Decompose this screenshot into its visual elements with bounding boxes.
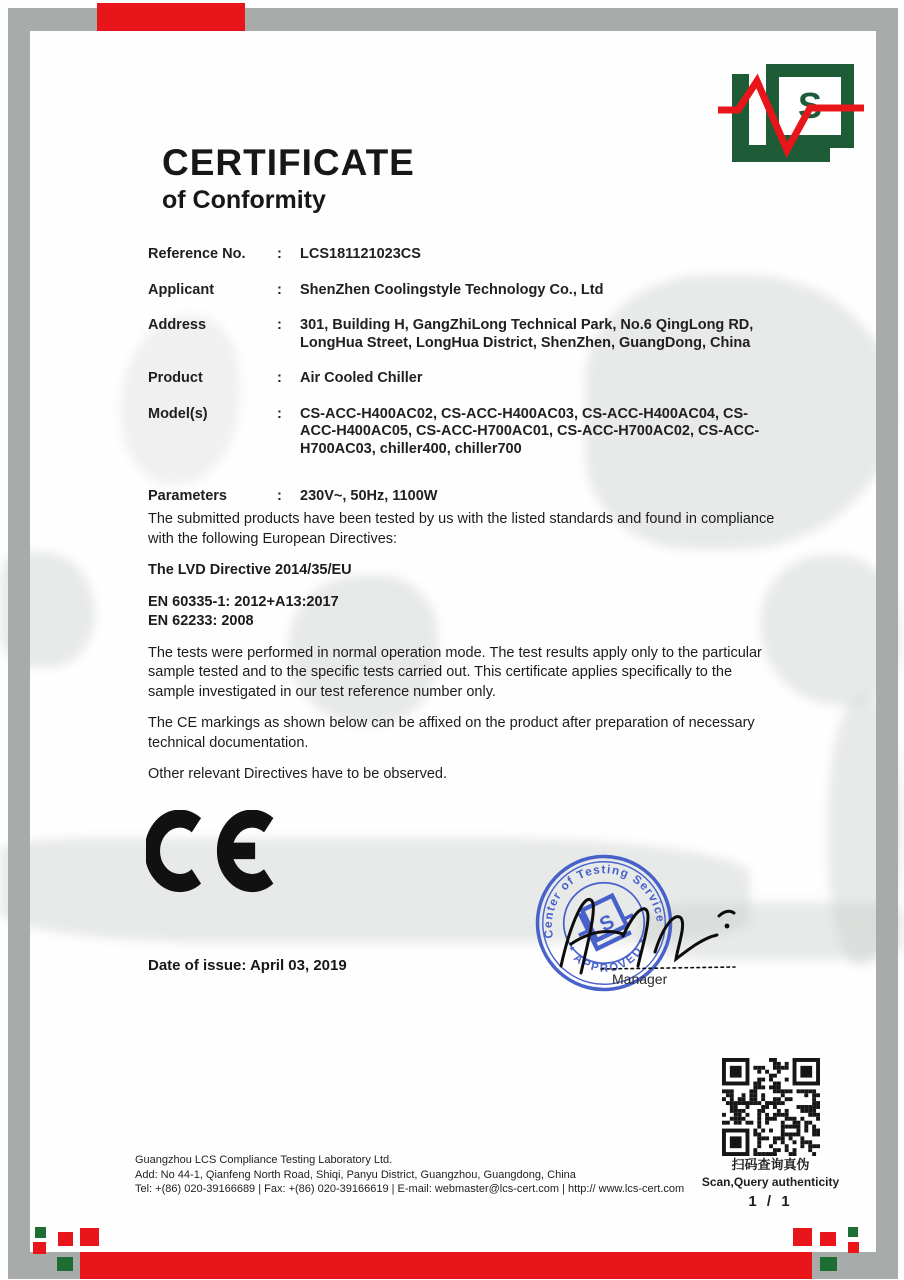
field-label: Address: [148, 317, 207, 333]
deco-square-green: [848, 1227, 858, 1237]
paragraph-standards: [148, 593, 780, 632]
certificate-fields: [148, 246, 788, 506]
field-value: 301, Building H, GangZhiLong Technical Park, No.6 QingLong RD, LongHua Street, LongHua District, ShenZhen, GuangDong, China: [300, 317, 754, 351]
ce-mark-icon: [146, 810, 304, 921]
qr-caption: [688, 1154, 853, 1210]
footer-contacts: Tel: +(86) 020-39166689 | Fax: +(86) 020-39166619 | E-mail: webmaster@lcs-cert.com | http:// www.lcs-cert.com: [135, 1183, 685, 1195]
footer-lab-info: [135, 1153, 684, 1197]
paragraph-tests-note: The tests were performed in normal operation mode. The test results apply only to the particular sample tested and to the specific tests carried out. This certificate applies specifically to the sample investigated in our test reference number only.: [148, 644, 762, 700]
field-value: ShenZhen Coolingstyle Technology Co., Ltd: [300, 281, 604, 298]
deco-square-red: [848, 1242, 859, 1253]
paragraph-intro: The submitted products have been tested by us with the listed standards and found in compliance with the following European Directives:: [148, 511, 775, 547]
field-value: LCS181121023CS: [300, 246, 421, 262]
field-colon: :: [277, 281, 282, 298]
field-label: Parameters: [148, 488, 227, 504]
field-value: 230V~, 50Hz, 1100W: [300, 488, 438, 504]
deco-square-green: [820, 1257, 837, 1271]
logo-heartbeat-line-icon: [716, 60, 868, 172]
certificate-subtitle: of Conformity: [162, 186, 326, 214]
field-label: Applicant: [148, 281, 215, 298]
field-colon: :: [277, 246, 282, 262]
field-row-parameters: [148, 488, 788, 506]
deco-square-green: [35, 1227, 46, 1238]
page-number: 1 / 1: [748, 1193, 793, 1210]
field-row-applicant: [148, 282, 788, 300]
frame-left-band: [8, 8, 30, 1272]
frame-right-band: [876, 8, 898, 1272]
signature-role-label: Manager: [612, 971, 668, 987]
standard-line: EN 62233: 2008: [148, 613, 254, 629]
field-label: Model(s): [148, 405, 208, 422]
field-colon: :: [277, 405, 282, 422]
field-colon: :: [277, 370, 282, 386]
deco-square-green: [57, 1257, 73, 1271]
paragraph-directive: The LVD Directive 2014/35/EU: [148, 562, 352, 578]
logo-letter: S: [797, 85, 822, 126]
field-colon: :: [277, 488, 282, 504]
field-value: CS-ACC-H400AC02, CS-ACC-H400AC03, CS-ACC-H400AC04, CS-ACC-H400AC05, CS-ACC-H700AC01, CS-ACC-H700AC02, CS-ACC-H700AC03, chiller400, chiller700: [300, 405, 760, 457]
field-row-product: [148, 370, 788, 388]
deco-square-red: [33, 1242, 46, 1254]
footer-company: Guangzhou LCS Compliance Testing Laboratory Ltd.: [135, 1154, 393, 1166]
lcs-logo-icon: [716, 60, 868, 172]
qr-code-pattern: [722, 1058, 820, 1156]
stamp-center-letter: S: [596, 910, 619, 937]
deco-square-red: [58, 1232, 73, 1246]
deco-square-red: [793, 1228, 812, 1246]
deco-square-red: [80, 1228, 99, 1246]
field-value: Air Cooled Chiller: [300, 370, 423, 386]
top-red-accent-bar: [97, 3, 245, 31]
bottom-red-accent-bar: [80, 1252, 812, 1279]
certificate-body: [148, 510, 780, 797]
qr-caption-en: Scan,Query authenticity: [701, 1175, 840, 1189]
standard-line: EN 60335-1: 2012+A13:2017: [148, 593, 339, 610]
qr-caption-zh: 扫码查询真伪: [731, 1157, 810, 1172]
field-label: Product: [148, 370, 203, 386]
field-row-models: [148, 406, 788, 459]
field-label: Reference No.: [148, 246, 246, 262]
date-of-issue: Date of issue: April 03, 2019: [148, 957, 347, 974]
deco-square-red: [820, 1232, 836, 1246]
paragraph-ce-note: The CE markings as shown below can be affixed on the product after preparation of necessary technical documentation.: [148, 715, 755, 751]
paragraph-other-note: Other relevant Directives have to be observed.: [148, 766, 448, 782]
qr-code: [722, 1058, 820, 1156]
stamp-top-text: Center of Testing Service: [540, 862, 668, 940]
field-row-address: [148, 317, 788, 352]
field-row-reference: [148, 246, 788, 264]
stamp-bottom-text: * APPROVED *: [563, 935, 651, 975]
footer-address: Add: No 44-1, Qianfeng North Road, Shiqi, Panyu District, Guangzhou, Guangdong, China: [135, 1168, 576, 1181]
certificate-title: CERTIFICATE: [162, 142, 415, 183]
field-colon: :: [277, 317, 282, 333]
